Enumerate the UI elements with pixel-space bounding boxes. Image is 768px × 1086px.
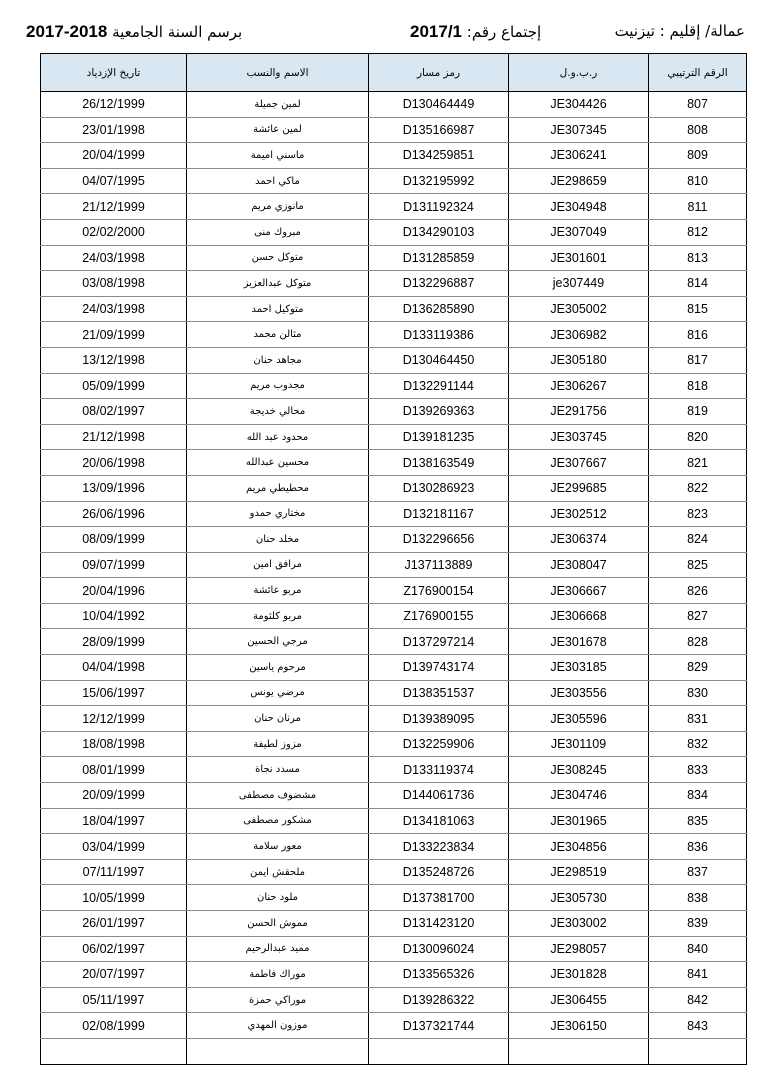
serial-cell: 814 [649, 271, 747, 297]
page-header [26, 20, 745, 46]
massar-code-cell: D131423120 [369, 911, 509, 937]
table-row [41, 501, 747, 527]
serial-cell: 823 [649, 501, 747, 527]
table-row [41, 731, 747, 757]
province-label: عمالة/ إقليم : تيزنيت [614, 22, 745, 40]
rbwl-cell: JE305596 [509, 706, 649, 732]
birth-date-cell: 20/06/1998 [41, 450, 187, 476]
name-cell: مرحوم ياسين [187, 655, 369, 681]
name-cell: محدود عبد الله [187, 424, 369, 450]
table-row [41, 783, 747, 809]
massar-code-cell: D130464449 [369, 92, 509, 118]
massar-code-cell: D139743174 [369, 655, 509, 681]
rbwl-cell: JE304746 [509, 783, 649, 809]
table-row [41, 629, 747, 655]
massar-code-cell: D132296656 [369, 527, 509, 553]
serial-cell: 833 [649, 757, 747, 783]
column-header-full-name: الاسم والنسب [187, 54, 369, 92]
birth-date-cell: 21/12/1998 [41, 424, 187, 450]
serial-cell: 838 [649, 885, 747, 911]
table-row [41, 271, 747, 297]
massar-code-cell: D132296887 [369, 271, 509, 297]
serial-cell: 827 [649, 603, 747, 629]
birth-date-cell: 28/09/1999 [41, 629, 187, 655]
serial-cell: 821 [649, 450, 747, 476]
massar-code-cell: D131285859 [369, 245, 509, 271]
name-cell: مربو كلثومة [187, 603, 369, 629]
serial-cell: 809 [649, 143, 747, 169]
birth-date-cell: 04/07/1995 [41, 168, 187, 194]
birth-date-cell: 05/09/1999 [41, 373, 187, 399]
table-row [41, 527, 747, 553]
rbwl-cell: je307449 [509, 271, 649, 297]
column-header-serial: الرقم الترتيبي [649, 54, 747, 92]
massar-code-cell: D132259906 [369, 731, 509, 757]
serial-cell: 812 [649, 219, 747, 245]
massar-code-cell: D130286923 [369, 475, 509, 501]
rbwl-cell: JE301828 [509, 962, 649, 988]
table-row [41, 143, 747, 169]
birth-date-cell: 20/04/1996 [41, 578, 187, 604]
birth-date-cell: 26/06/1996 [41, 501, 187, 527]
meeting-info [410, 22, 541, 42]
serial-cell: 818 [649, 373, 747, 399]
birth-date-cell: 08/09/1999 [41, 527, 187, 553]
name-cell: ملحقش ايمن [187, 859, 369, 885]
massar-code-cell: D133119386 [369, 322, 509, 348]
empty-cell [369, 1038, 509, 1064]
rbwl-cell: JE298659 [509, 168, 649, 194]
table-row [41, 117, 747, 143]
rbwl-cell: JE304856 [509, 834, 649, 860]
table-body [41, 92, 747, 1065]
birth-date-cell: 18/08/1998 [41, 731, 187, 757]
massar-code-cell: D131192324 [369, 194, 509, 220]
name-cell: ماسني اميمة [187, 143, 369, 169]
table-row [41, 859, 747, 885]
birth-date-cell: 21/09/1999 [41, 322, 187, 348]
table-row [41, 962, 747, 988]
name-cell: معور سلامة [187, 834, 369, 860]
rbwl-cell: JE306267 [509, 373, 649, 399]
name-cell: محالي خديجة [187, 399, 369, 425]
massar-code-cell: D137381700 [369, 885, 509, 911]
birth-date-cell: 09/07/1999 [41, 552, 187, 578]
serial-cell: 813 [649, 245, 747, 271]
name-cell: ملود حنان [187, 885, 369, 911]
serial-cell: 830 [649, 680, 747, 706]
meeting-number: 2017/1 [410, 22, 462, 41]
name-cell: مزوز لطيفة [187, 731, 369, 757]
serial-cell: 822 [649, 475, 747, 501]
massar-code-cell: D133119374 [369, 757, 509, 783]
column-header-birth-date: تاريخ الإزدياد [41, 54, 187, 92]
name-cell: محطيطي مريم [187, 475, 369, 501]
name-cell: مجدوب مريم [187, 373, 369, 399]
massar-code-cell: Z176900155 [369, 603, 509, 629]
rbwl-cell: JE308245 [509, 757, 649, 783]
serial-cell: 824 [649, 527, 747, 553]
massar-code-cell: D134181063 [369, 808, 509, 834]
table-row [41, 655, 747, 681]
serial-cell: 815 [649, 296, 747, 322]
rbwl-cell: JE302512 [509, 501, 649, 527]
table-row [41, 936, 747, 962]
rbwl-cell: JE301109 [509, 731, 649, 757]
birth-date-cell: 23/01/1998 [41, 117, 187, 143]
rbwl-cell: JE304426 [509, 92, 649, 118]
massar-code-cell: D134290103 [369, 219, 509, 245]
rbwl-cell: JE303745 [509, 424, 649, 450]
table-row [41, 168, 747, 194]
table-row [41, 219, 747, 245]
table-row [41, 296, 747, 322]
name-cell: مشضوف مصطفى [187, 783, 369, 809]
students-table [40, 53, 747, 1065]
name-cell: مخلد حنان [187, 527, 369, 553]
name-cell: مرجي الحسين [187, 629, 369, 655]
birth-date-cell: 18/04/1997 [41, 808, 187, 834]
rbwl-cell: JE298519 [509, 859, 649, 885]
birth-date-cell: 04/04/1998 [41, 655, 187, 681]
serial-cell: 843 [649, 1013, 747, 1039]
table-row [41, 808, 747, 834]
serial-cell: 837 [649, 859, 747, 885]
name-cell: موراك فاطمة [187, 962, 369, 988]
empty-cell [509, 1038, 649, 1064]
massar-code-cell: D133565326 [369, 962, 509, 988]
massar-code-cell: D139389095 [369, 706, 509, 732]
birth-date-cell: 08/01/1999 [41, 757, 187, 783]
name-cell: موزون المهدي [187, 1013, 369, 1039]
massar-code-cell: D130464450 [369, 347, 509, 373]
name-cell: مانوزي مريم [187, 194, 369, 220]
serial-cell: 811 [649, 194, 747, 220]
rbwl-cell: JE306374 [509, 527, 649, 553]
rbwl-cell: JE303185 [509, 655, 649, 681]
massar-code-cell: D130096024 [369, 936, 509, 962]
rbwl-cell: JE308047 [509, 552, 649, 578]
serial-cell: 840 [649, 936, 747, 962]
table-row [41, 373, 747, 399]
table-row [41, 987, 747, 1013]
serial-cell: 828 [649, 629, 747, 655]
serial-cell: 836 [649, 834, 747, 860]
massar-code-cell: D132195992 [369, 168, 509, 194]
serial-cell: 819 [649, 399, 747, 425]
massar-code-cell: D139181235 [369, 424, 509, 450]
name-cell: مربو عائشة [187, 578, 369, 604]
rbwl-cell: JE305180 [509, 347, 649, 373]
birth-date-cell: 10/04/1992 [41, 603, 187, 629]
serial-cell: 820 [649, 424, 747, 450]
serial-cell: 816 [649, 322, 747, 348]
birth-date-cell: 06/02/1997 [41, 936, 187, 962]
birth-date-cell: 21/12/1999 [41, 194, 187, 220]
birth-date-cell: 05/11/1997 [41, 987, 187, 1013]
table-row [41, 92, 747, 118]
massar-code-cell: D134259851 [369, 143, 509, 169]
table-row [41, 475, 747, 501]
rbwl-cell: JE306668 [509, 603, 649, 629]
rbwl-cell: JE301678 [509, 629, 649, 655]
table-header-row [41, 54, 747, 92]
rbwl-cell: JE306241 [509, 143, 649, 169]
rbwl-cell: JE306455 [509, 987, 649, 1013]
empty-cell [41, 1038, 187, 1064]
massar-code-cell: D132181167 [369, 501, 509, 527]
serial-cell: 835 [649, 808, 747, 834]
table-row [41, 834, 747, 860]
rbwl-cell: JE307345 [509, 117, 649, 143]
rbwl-cell: JE307049 [509, 219, 649, 245]
rbwl-cell: JE301965 [509, 808, 649, 834]
name-cell: مثالن محمد [187, 322, 369, 348]
table-row [41, 194, 747, 220]
birth-date-cell: 13/12/1998 [41, 347, 187, 373]
birth-date-cell: 07/11/1997 [41, 859, 187, 885]
name-cell: مموش الحسن [187, 911, 369, 937]
name-cell: متوكل عبدالعزيز [187, 271, 369, 297]
name-cell: لمين جميلة [187, 92, 369, 118]
table-row [41, 885, 747, 911]
name-cell: مرافق امين [187, 552, 369, 578]
rbwl-cell: JE305730 [509, 885, 649, 911]
massar-code-cell: J137113889 [369, 552, 509, 578]
birth-date-cell: 02/08/1999 [41, 1013, 187, 1039]
name-cell: مبروك منى [187, 219, 369, 245]
table-row [41, 322, 747, 348]
table-row [41, 757, 747, 783]
table-row [41, 347, 747, 373]
massar-code-cell: D136285890 [369, 296, 509, 322]
rbwl-cell: JE304948 [509, 194, 649, 220]
birth-date-cell: 13/09/1996 [41, 475, 187, 501]
table-row [41, 450, 747, 476]
table-row [41, 1013, 747, 1039]
serial-cell: 826 [649, 578, 747, 604]
birth-date-cell: 12/12/1999 [41, 706, 187, 732]
rbwl-cell: JE299685 [509, 475, 649, 501]
name-cell: لمين عائشة [187, 117, 369, 143]
serial-cell: 825 [649, 552, 747, 578]
serial-cell: 808 [649, 117, 747, 143]
rbwl-cell: JE306982 [509, 322, 649, 348]
name-cell: موراكي حمزة [187, 987, 369, 1013]
name-cell: متوكل حسن [187, 245, 369, 271]
massar-code-cell: D135166987 [369, 117, 509, 143]
massar-code-cell: D138163549 [369, 450, 509, 476]
table-row [41, 911, 747, 937]
rbwl-cell: JE306150 [509, 1013, 649, 1039]
massar-code-cell: D137321744 [369, 1013, 509, 1039]
massar-code-cell: D135248726 [369, 859, 509, 885]
massar-code-cell: D139269363 [369, 399, 509, 425]
birth-date-cell: 20/07/1997 [41, 962, 187, 988]
table-row [41, 399, 747, 425]
empty-cell [649, 1038, 747, 1064]
year-value: 2018-2017 [26, 22, 108, 41]
serial-cell: 817 [649, 347, 747, 373]
massar-code-cell: D133223834 [369, 834, 509, 860]
table-row [41, 424, 747, 450]
massar-code-cell: Z176900154 [369, 578, 509, 604]
column-header-massar-code: رمز مسار [369, 54, 509, 92]
birth-date-cell: 20/04/1999 [41, 143, 187, 169]
birth-date-cell: 03/04/1999 [41, 834, 187, 860]
massar-code-cell: D137297214 [369, 629, 509, 655]
rbwl-cell: JE303556 [509, 680, 649, 706]
birth-date-cell: 02/02/2000 [41, 219, 187, 245]
serial-cell: 829 [649, 655, 747, 681]
table-row [41, 578, 747, 604]
name-cell: مميد عبدالرحيم [187, 936, 369, 962]
serial-cell: 834 [649, 783, 747, 809]
birth-date-cell: 10/05/1999 [41, 885, 187, 911]
name-cell: مشكور مصطفى [187, 808, 369, 834]
birth-date-cell: 08/02/1997 [41, 399, 187, 425]
rbwl-cell: JE301601 [509, 245, 649, 271]
name-cell: مرضي يونس [187, 680, 369, 706]
name-cell: محسين عبدالله [187, 450, 369, 476]
serial-cell: 831 [649, 706, 747, 732]
serial-cell: 842 [649, 987, 747, 1013]
name-cell: مسدد نجاة [187, 757, 369, 783]
birth-date-cell: 26/01/1997 [41, 911, 187, 937]
rbwl-cell: JE305002 [509, 296, 649, 322]
table-row [41, 552, 747, 578]
name-cell: مختاري حمدو [187, 501, 369, 527]
rbwl-cell: JE307667 [509, 450, 649, 476]
birth-date-cell: 15/06/1997 [41, 680, 187, 706]
name-cell: مجاهد حنان [187, 347, 369, 373]
massar-code-cell: D139286322 [369, 987, 509, 1013]
serial-cell: 841 [649, 962, 747, 988]
rbwl-cell: JE298057 [509, 936, 649, 962]
birth-date-cell: 24/03/1998 [41, 296, 187, 322]
rbwl-cell: JE303002 [509, 911, 649, 937]
serial-cell: 807 [649, 92, 747, 118]
serial-cell: 832 [649, 731, 747, 757]
name-cell: متوكيل احمد [187, 296, 369, 322]
table-row [41, 680, 747, 706]
birth-date-cell: 20/09/1999 [41, 783, 187, 809]
massar-code-cell: D132291144 [369, 373, 509, 399]
year-label: برسم السنة الجامعية [112, 23, 243, 41]
birth-date-cell: 24/03/1998 [41, 245, 187, 271]
serial-cell: 810 [649, 168, 747, 194]
table-row [41, 706, 747, 732]
name-cell: ماكي احمد [187, 168, 369, 194]
table-filler-row [41, 1038, 747, 1064]
massar-code-cell: D138351537 [369, 680, 509, 706]
rbwl-cell: JE291756 [509, 399, 649, 425]
empty-cell [187, 1038, 369, 1064]
table-row [41, 245, 747, 271]
name-cell: مرنان حنان [187, 706, 369, 732]
table-row [41, 603, 747, 629]
rbwl-cell: JE306667 [509, 578, 649, 604]
serial-cell: 839 [649, 911, 747, 937]
meeting-label: إجتماع رقم: [466, 23, 542, 41]
birth-date-cell: 26/12/1999 [41, 92, 187, 118]
massar-code-cell: D144061736 [369, 783, 509, 809]
birth-date-cell: 03/08/1998 [41, 271, 187, 297]
academic-year [26, 22, 242, 42]
column-header-rbwl: ر.ب.و.ل [509, 54, 649, 92]
